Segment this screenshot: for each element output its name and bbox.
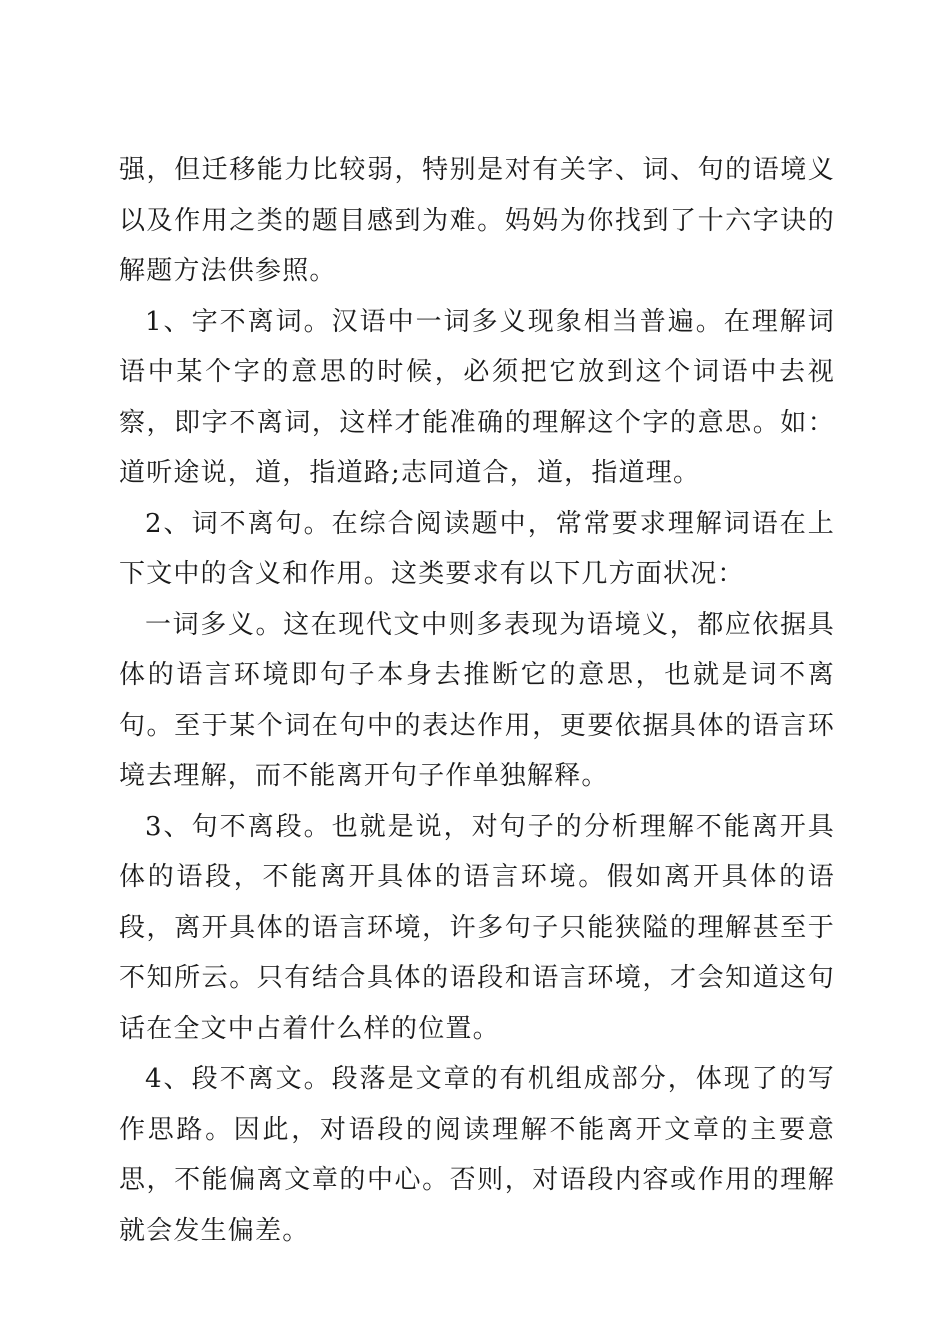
paragraph-point-2: 2、词不离句。在综合阅读题中，常常要求理解词语在上下文中的含义和作用。这类要求有以下几方面状况： [119,508,835,589]
paragraph-point-4: 4、段不离文。段落是文章的有机组成部分，体现了的写作思路。因此，对语段的阅读理解不能离开文章的主要意思，不能偏离文章的中心。否则，对语段内容或作用的理解就会发生偏差。 [119,1064,835,1246]
paragraph-point-3: 3、句不离段。也就是说，对句子的分析理解不能离开具体的语段，不能离开具体的语言环境。假如离开具体的语段，离开具体的语言环境，许多句子只能狭隘的理解甚至于不知所云。只有结合具体的语段和语言环境，才会知道这句话在全文中占着什么样的位置。 [119,811,835,1044]
paragraph-continuation: 强，但迁移能力比较弱，特别是对有关字、词、句的语境义以及作用之类的题目感到为难。妈妈为你找到了十六字诀的解题方法供参照。 [119,155,835,286]
document-body [119,145,835,1256]
paragraph-point-1: 1、字不离词。汉语中一词多义现象相当普遍。在理解词语中某个字的意思的时候，必须把它放到这个词语中去视察，即字不离词，这样才能准确的理解这个字的意思。如：道听途说，道，指道路;志同道合，道，指道理。 [119,306,835,488]
paragraph-polysemy: 一词多义。这在现代文中则多表现为语境义，都应依据具体的语言环境即句子本身去推断它的意思，也就是词不离句。至于某个词在句中的表达作用，更要依据具体的语言环境去理解，而不能离开句子作单独解释。 [119,609,835,791]
